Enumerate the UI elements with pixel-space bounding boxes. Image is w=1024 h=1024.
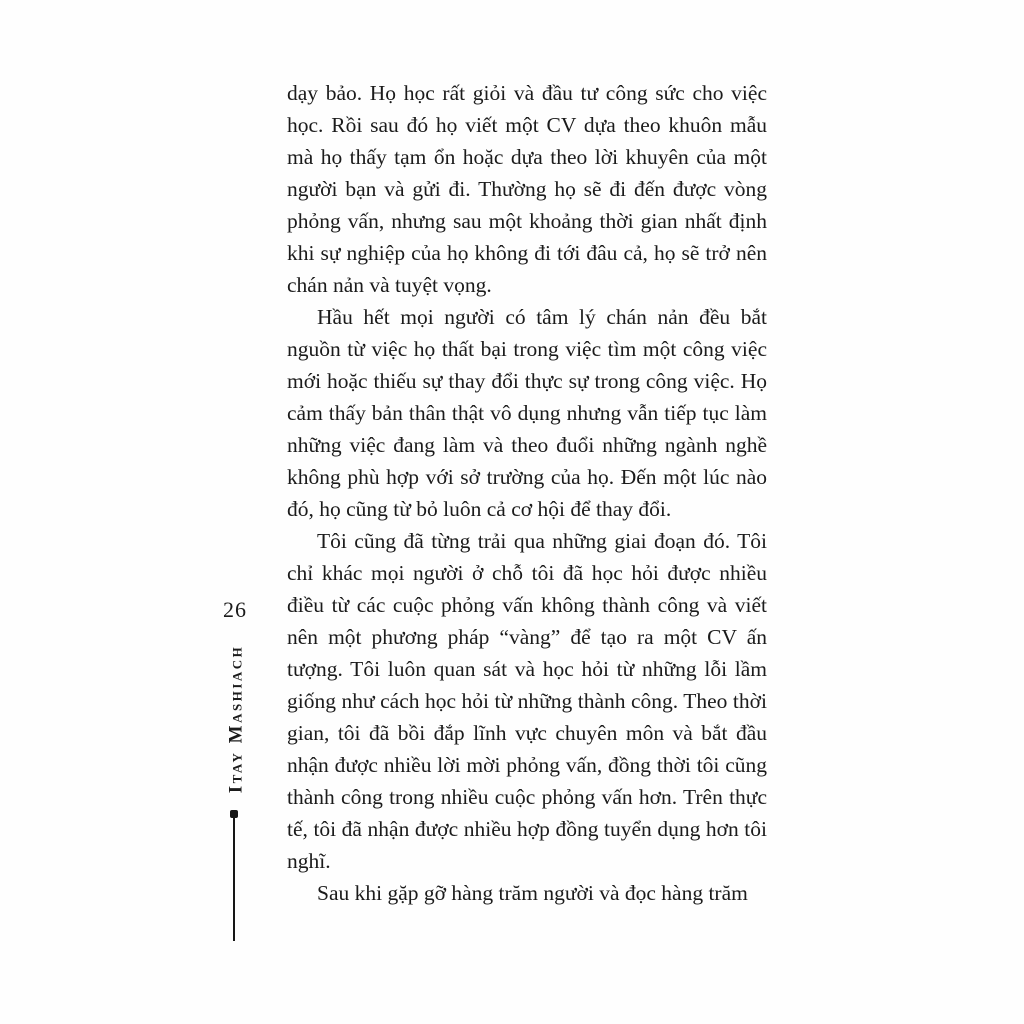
- vertical-divider-line: [233, 817, 235, 941]
- paragraph: Hầu hết mọi người có tâm lý chán nản đều bắt nguồn từ việc họ thất bại trong việc tìm một công việc mới hoặc thiếu sự thay đổi thực sự trong công việc. Họ cảm thấy bản thân thật vô dụng nhưng vẫn tiếp tục làm những việc đang làm và theo đuổi những ngành nghề không phù hợp với sở trường của họ. Đến một lúc nào đó, họ cũng từ bỏ luôn cả cơ hội để thay đổi.: [287, 305, 767, 521]
- paragraph: Tôi cũng đã từng trải qua những giai đoạn đó. Tôi chỉ khác mọi người ở chỗ tôi đã học hỏi được nhiều điều từ các cuộc phỏng vấn không thành công và viết nên một phương pháp “vàng” để tạo ra một CV ấn tượng. Tôi luôn quan sát và học hỏi từ những lỗi lầm giống như cách học hỏi từ những thành công. Theo thời gian, tôi đã bồi đắp lĩnh vực chuyên môn và bắt đầu nhận được nhiều lời mời phỏng vấn, đồng thời tôi cũng thành công trong nhiều cuộc phỏng vấn hơn. Trên thực tế, tôi đã nhận được nhiều hợp đồng tuyển dụng hơn tôi nghĩ.: [287, 529, 767, 873]
- author-running-head: Itay Mashiach: [225, 644, 247, 794]
- body-text: [287, 77, 767, 909]
- paragraph: dạy bảo. Họ học rất giỏi và đầu tư công sức cho việc học. Rồi sau đó họ viết một CV dựa theo khuôn mẫu mà họ thấy tạm ổn hoặc dựa theo lời khuyên của một người bạn và gửi đi. Thường họ sẽ đi đến được vòng phỏng vấn, nhưng sau một khoảng thời gian nhất định khi sự nghiệp của họ không đi tới đâu cả, họ sẽ trở nên chán nản và tuyệt vọng.: [287, 81, 767, 297]
- paragraph: Sau khi gặp gỡ hàng trăm người và đọc hàng trăm: [317, 881, 748, 905]
- page-number: 26: [223, 597, 247, 622]
- divider-knob-icon: [230, 810, 238, 818]
